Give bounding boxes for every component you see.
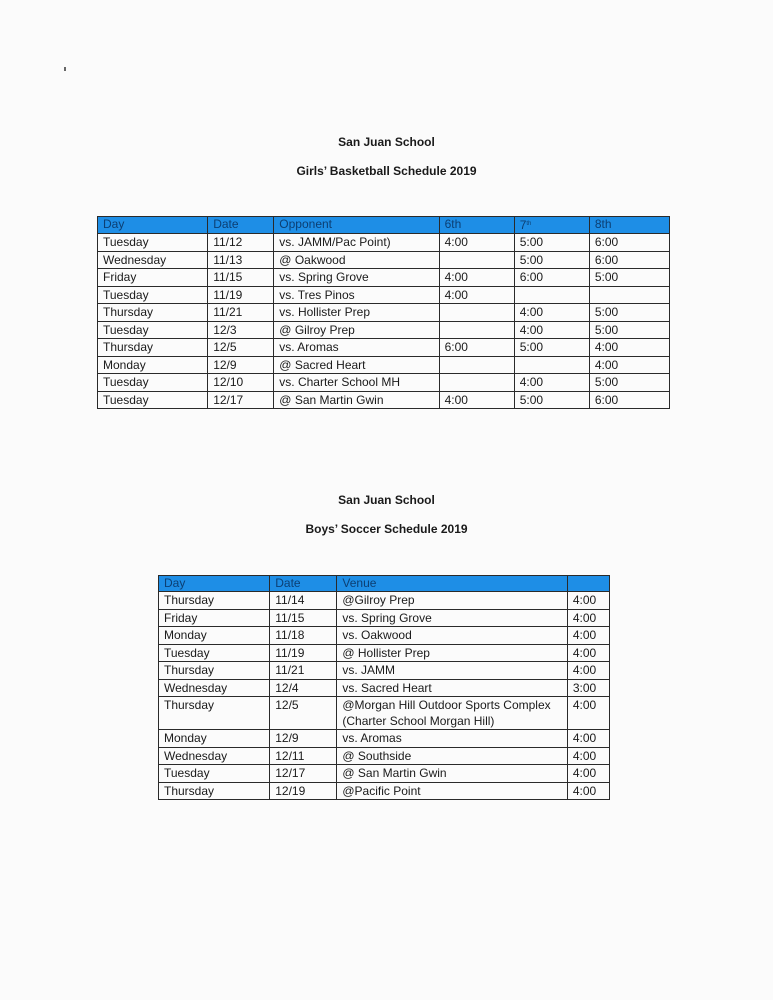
table-row xyxy=(98,374,670,392)
soccer-title-block xyxy=(0,493,773,536)
cell-day: Thursday xyxy=(159,697,270,730)
column-header-day: Day xyxy=(98,217,208,234)
cell-7th-time: 5:00 xyxy=(514,339,589,357)
cell-venue: @ Hollister Prep xyxy=(337,644,568,662)
cell-6th-time xyxy=(439,356,514,374)
table-row xyxy=(159,765,610,783)
column-header-date: Date xyxy=(270,576,337,592)
cell-8th-time: 5:00 xyxy=(589,304,669,322)
cell-date: 11/13 xyxy=(208,251,274,269)
table-row xyxy=(159,679,610,697)
column-header-venue: Venue xyxy=(337,576,568,592)
cell-6th-time: 6:00 xyxy=(439,339,514,357)
cell-7th-time xyxy=(514,356,589,374)
cell-day: Wednesday xyxy=(98,251,208,269)
cell-6th-time xyxy=(439,321,514,339)
table-row xyxy=(98,304,670,322)
cell-8th-time: 6:00 xyxy=(589,391,669,409)
cell-venue: @Pacific Point xyxy=(337,782,568,800)
column-header-time xyxy=(567,576,609,592)
cell-8th-time: 4:00 xyxy=(589,339,669,357)
cell-8th-time: 5:00 xyxy=(589,374,669,392)
scan-speck xyxy=(64,67,66,71)
cell-6th-time: 4:00 xyxy=(439,269,514,287)
cell-7th-time: 4:00 xyxy=(514,304,589,322)
soccer-schedule-table xyxy=(158,575,610,800)
column-header-date: Date xyxy=(208,217,274,234)
cell-date: 12/3 xyxy=(208,321,274,339)
table-row xyxy=(159,644,610,662)
soccer-schedule-title: Boys’ Soccer Schedule 2019 xyxy=(305,522,468,536)
cell-day: Friday xyxy=(159,609,270,627)
cell-date: 12/19 xyxy=(270,782,337,800)
table-row xyxy=(98,269,670,287)
cell-8th-time: 4:00 xyxy=(589,356,669,374)
table-row xyxy=(159,627,610,645)
cell-7th-time xyxy=(514,286,589,304)
cell-date: 11/15 xyxy=(270,609,337,627)
cell-date: 12/17 xyxy=(270,765,337,783)
cell-day: Tuesday xyxy=(98,321,208,339)
cell-opponent: vs. Charter School MH xyxy=(274,374,439,392)
cell-7th-time: 4:00 xyxy=(514,374,589,392)
cell-7th-time: 6:00 xyxy=(514,269,589,287)
cell-8th-time xyxy=(589,286,669,304)
cell-date: 12/5 xyxy=(208,339,274,357)
cell-time: 4:00 xyxy=(567,627,609,645)
column-header-7th-num: 7 xyxy=(519,218,527,232)
cell-opponent: @ Gilroy Prep xyxy=(274,321,439,339)
table-header-row xyxy=(98,217,670,234)
soccer-school-name: San Juan School xyxy=(338,493,435,507)
cell-7th-time: 5:00 xyxy=(514,391,589,409)
cell-opponent: vs. Hollister Prep xyxy=(274,304,439,322)
table-row xyxy=(98,339,670,357)
table-row xyxy=(98,391,670,409)
cell-time: 3:00 xyxy=(567,679,609,697)
cell-day: Tuesday xyxy=(98,391,208,409)
cell-date: 12/10 xyxy=(208,374,274,392)
cell-opponent: @ Oakwood xyxy=(274,251,439,269)
cell-6th-time xyxy=(439,251,514,269)
cell-day: Tuesday xyxy=(159,644,270,662)
cell-day: Monday xyxy=(159,627,270,645)
basketball-schedule-title: Girls’ Basketball Schedule 2019 xyxy=(296,164,477,178)
cell-day: Tuesday xyxy=(98,286,208,304)
cell-time: 4:00 xyxy=(567,747,609,765)
cell-venue: @ San Martin Gwin xyxy=(337,765,568,783)
cell-date: 12/4 xyxy=(270,679,337,697)
cell-time: 4:00 xyxy=(567,730,609,748)
cell-venue: vs. Spring Grove xyxy=(337,609,568,627)
cell-time: 4:00 xyxy=(567,765,609,783)
cell-date: 12/17 xyxy=(208,391,274,409)
cell-venue: vs. Oakwood xyxy=(337,627,568,645)
column-header-7th xyxy=(514,217,589,234)
cell-6th-time xyxy=(439,304,514,322)
cell-day: Thursday xyxy=(159,592,270,610)
cell-date: 12/11 xyxy=(270,747,337,765)
cell-day: Thursday xyxy=(98,304,208,322)
table-row xyxy=(159,730,610,748)
cell-venue: vs. JAMM xyxy=(337,662,568,680)
basketball-school-name: San Juan School xyxy=(338,135,435,149)
cell-opponent: @ San Martin Gwin xyxy=(274,391,439,409)
cell-6th-time: 4:00 xyxy=(439,391,514,409)
cell-day: Thursday xyxy=(98,339,208,357)
cell-day: Thursday xyxy=(159,782,270,800)
table-row xyxy=(159,747,610,765)
cell-date: 11/14 xyxy=(270,592,337,610)
table-header-row xyxy=(159,576,610,592)
table-row xyxy=(159,609,610,627)
basketball-schedule-table xyxy=(97,216,670,409)
cell-6th-time: 4:00 xyxy=(439,286,514,304)
cell-venue: @ Southside xyxy=(337,747,568,765)
cell-venue: @Gilroy Prep xyxy=(337,592,568,610)
cell-8th-time: 5:00 xyxy=(589,269,669,287)
cell-day: Monday xyxy=(159,730,270,748)
cell-opponent: @ Sacred Heart xyxy=(274,356,439,374)
cell-time: 4:00 xyxy=(567,592,609,610)
cell-8th-time: 6:00 xyxy=(589,251,669,269)
column-header-8th: 8th xyxy=(589,217,669,234)
table-row xyxy=(98,286,670,304)
cell-venue: vs. Aromas xyxy=(337,730,568,748)
cell-8th-time: 6:00 xyxy=(589,234,669,252)
cell-6th-time: 4:00 xyxy=(439,234,514,252)
table-row xyxy=(98,234,670,252)
cell-date: 11/19 xyxy=(270,644,337,662)
cell-day: Thursday xyxy=(159,662,270,680)
table-row xyxy=(98,356,670,374)
cell-day: Monday xyxy=(98,356,208,374)
table-row xyxy=(98,321,670,339)
cell-date: 11/21 xyxy=(208,304,274,322)
cell-opponent: vs. JAMM/Pac Point) xyxy=(274,234,439,252)
cell-date: 11/19 xyxy=(208,286,274,304)
cell-7th-time: 4:00 xyxy=(514,321,589,339)
column-header-7th-sup: th xyxy=(526,221,532,227)
table-row xyxy=(98,251,670,269)
cell-time: 4:00 xyxy=(567,697,609,730)
cell-date: 11/15 xyxy=(208,269,274,287)
cell-time: 4:00 xyxy=(567,782,609,800)
cell-day: Tuesday xyxy=(159,765,270,783)
column-header-day: Day xyxy=(159,576,270,592)
table-row xyxy=(159,697,610,730)
cell-venue: @Morgan Hill Outdoor Sports Complex (Charter School Morgan Hill) xyxy=(337,697,568,730)
cell-opponent: vs. Tres Pinos xyxy=(274,286,439,304)
cell-date: 11/18 xyxy=(270,627,337,645)
cell-day: Tuesday xyxy=(98,374,208,392)
cell-date: 12/9 xyxy=(270,730,337,748)
cell-time: 4:00 xyxy=(567,662,609,680)
cell-opponent: vs. Spring Grove xyxy=(274,269,439,287)
cell-6th-time xyxy=(439,374,514,392)
table-row xyxy=(159,782,610,800)
cell-date: 11/12 xyxy=(208,234,274,252)
column-header-6th: 6th xyxy=(439,217,514,234)
cell-7th-time: 5:00 xyxy=(514,234,589,252)
cell-date: 12/9 xyxy=(208,356,274,374)
table-row xyxy=(159,662,610,680)
cell-date: 11/21 xyxy=(270,662,337,680)
cell-venue: vs. Sacred Heart xyxy=(337,679,568,697)
cell-day: Wednesday xyxy=(159,747,270,765)
cell-day: Wednesday xyxy=(159,679,270,697)
cell-date: 12/5 xyxy=(270,697,337,730)
basketball-title-block xyxy=(0,135,773,178)
column-header-opponent: Opponent xyxy=(274,217,439,234)
cell-time: 4:00 xyxy=(567,644,609,662)
cell-day: Friday xyxy=(98,269,208,287)
cell-8th-time: 5:00 xyxy=(589,321,669,339)
cell-7th-time: 5:00 xyxy=(514,251,589,269)
cell-time: 4:00 xyxy=(567,609,609,627)
cell-opponent: vs. Aromas xyxy=(274,339,439,357)
cell-day: Tuesday xyxy=(98,234,208,252)
table-row xyxy=(159,592,610,610)
